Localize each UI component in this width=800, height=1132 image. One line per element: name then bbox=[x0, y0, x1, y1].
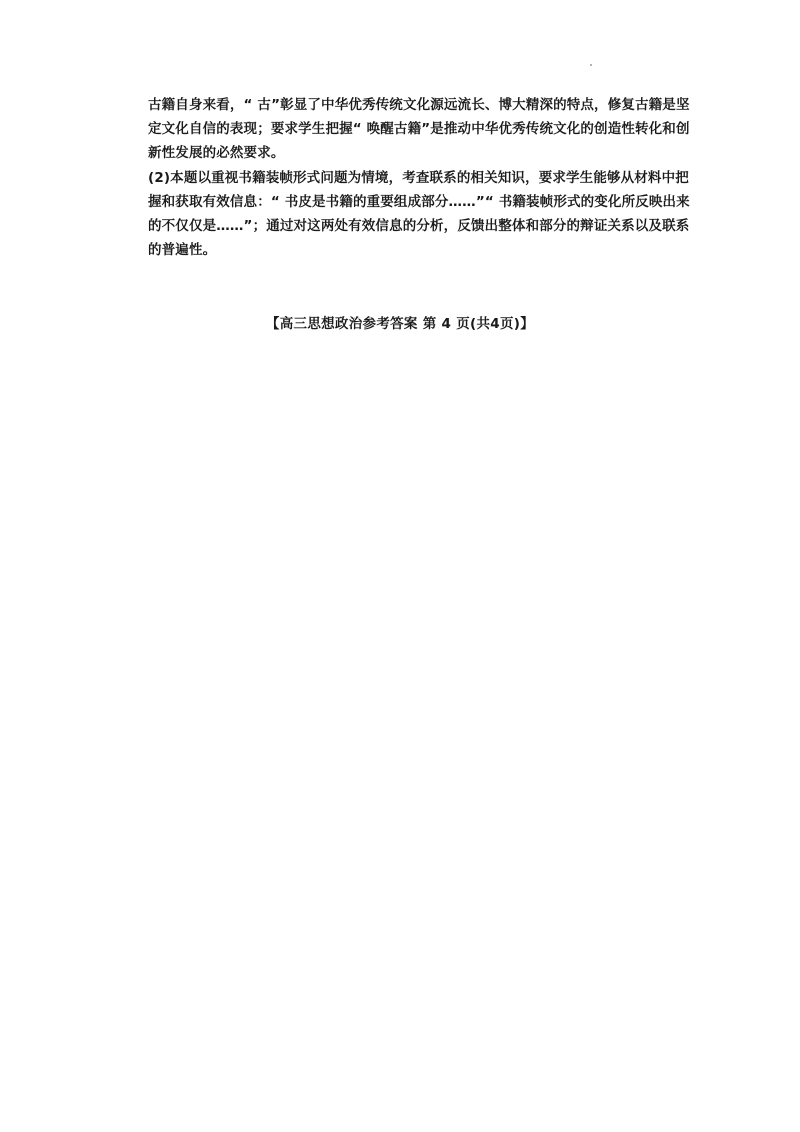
scan-dot-mark bbox=[590, 64, 592, 66]
text-line: 定文化自信的表现；要求学生把握“ 唤醒古籍”是推动中华优秀传统文化的创造性转化和创 bbox=[148, 121, 690, 138]
answer-text-block bbox=[148, 93, 690, 262]
text-line: 新性发展的必然要求。 bbox=[148, 145, 285, 162]
text-line: 古籍自身来看，“ 古”彰显了中华优秀传统文化源远流长、博大精深的特点，修复古籍是坚 bbox=[148, 97, 690, 113]
text-line: 的普遍性。 bbox=[148, 242, 217, 259]
page-footer: 【高三思想政治参考答案 第 4 页(共4页)】 bbox=[265, 316, 535, 332]
text-line: 的不仅仅是……”；通过对这两处有效信息的分析，反馈出整体和部分的辩证关系以及联系 bbox=[148, 217, 690, 234]
text-line: (2)本题以重视书籍装帧形式问题为情境，考查联系的相关知识，要求学生能够从材料中把 bbox=[148, 169, 689, 186]
text-line: 握和获取有效信息：“ 书皮是书籍的重要组成部分……”“ 书籍装帧形式的变化所反映出来 bbox=[148, 193, 690, 210]
